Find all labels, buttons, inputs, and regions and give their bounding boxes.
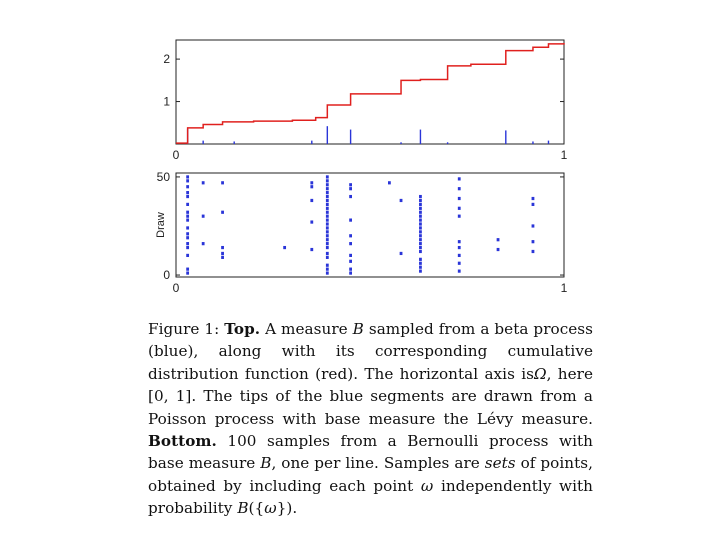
bottom-draw-point <box>186 232 189 235</box>
top-x-tick-label: 1 <box>560 148 568 162</box>
bottom-draw-point <box>497 248 500 251</box>
bottom-chart <box>140 165 580 295</box>
caption-measure-b: B <box>352 320 364 338</box>
bottom-draw-point <box>458 177 461 180</box>
bottom-y-axis-label: Draw <box>155 212 167 238</box>
bottom-draw-point <box>419 234 422 237</box>
bottom-draw-point <box>326 256 329 259</box>
bottom-draw-point <box>532 240 535 243</box>
bottom-draw-point <box>419 222 422 225</box>
bottom-draw-point <box>186 175 189 178</box>
bottom-draw-point <box>326 207 329 210</box>
bottom-draw-point <box>419 258 422 261</box>
bottom-draw-point <box>202 181 205 184</box>
bottom-draw-point <box>310 220 313 223</box>
bottom-draw-point <box>458 215 461 218</box>
bottom-draw-point <box>458 270 461 273</box>
bottom-draw-point <box>532 250 535 253</box>
bottom-draw-point <box>497 238 500 241</box>
bottom-draw-point <box>458 197 461 200</box>
caption-part1: A measure <box>265 320 348 338</box>
bottom-draw-point <box>310 199 313 202</box>
caption-part6: of points, obtained by including each point <box>148 454 593 495</box>
bottom-draw-point <box>349 234 352 237</box>
bottom-draw-point <box>326 187 329 190</box>
bottom-y-tick-label: 0 <box>163 268 170 283</box>
caption-part5: , one per line. Samples are <box>271 454 480 473</box>
caption-part8: ({ <box>248 499 265 518</box>
bottom-draw-point <box>349 271 352 274</box>
bottom-draw-point <box>419 195 422 198</box>
bottom-draw-point <box>186 218 189 221</box>
bottom-draw-point <box>326 238 329 241</box>
bottom-draw-point <box>419 230 422 233</box>
bottom-draw-point <box>326 195 329 198</box>
caption-measure-b-3: B <box>237 499 249 518</box>
bottom-draw-point <box>326 199 329 202</box>
bottom-draw-point <box>419 270 422 273</box>
caption-part4: 100 samples from a Bernoulli process with base measure <box>148 432 593 473</box>
bottom-draw-point <box>349 242 352 245</box>
bottom-draw-point <box>326 215 329 218</box>
bottom-draw-point <box>310 181 313 184</box>
bottom-draw-point <box>532 224 535 227</box>
bottom-draw-point <box>202 215 205 218</box>
bottom-draw-point <box>326 218 329 221</box>
bottom-draw-point <box>349 268 352 271</box>
bottom-draw-point <box>419 203 422 206</box>
bottom-draw-point <box>310 185 313 188</box>
bottom-draw-point <box>419 266 422 269</box>
bottom-draw-point <box>458 207 461 210</box>
caption-part3: , here [0, 1]. The tips of the blue segments are drawn from a Poisson process with base measure the Lévy measure. <box>148 364 593 428</box>
bottom-plot-frame <box>176 173 564 277</box>
bottom-draw-point <box>202 242 205 245</box>
bottom-draw-point <box>349 254 352 257</box>
top-chart <box>140 30 580 165</box>
bottom-draw-point <box>186 203 189 206</box>
top-y-tick-label: 2 <box>163 52 170 67</box>
bottom-draw-point <box>349 218 352 221</box>
caption-sets: sets <box>484 454 516 473</box>
bottom-draw-point <box>419 250 422 253</box>
bottom-draw-point <box>419 242 422 245</box>
bottom-draw-point <box>419 207 422 210</box>
bottom-draw-point <box>186 211 189 214</box>
bottom-draw-point <box>458 262 461 265</box>
bottom-draw-point <box>349 183 352 186</box>
bottom-draw-point <box>400 252 403 255</box>
bottom-draw-point <box>221 181 224 184</box>
bottom-draw-point <box>186 254 189 257</box>
bottom-draw-point <box>186 271 189 274</box>
bottom-draw-point <box>310 248 313 251</box>
bottom-draw-point <box>349 195 352 198</box>
caption-omega: ω <box>420 476 434 495</box>
bottom-draw-point <box>458 254 461 257</box>
bottom-draw-point <box>400 199 403 202</box>
caption-part9: }). <box>276 499 298 518</box>
bottom-draw-point <box>349 260 352 263</box>
bottom-y-tick-label: 50 <box>156 169 170 184</box>
bottom-draw-point <box>186 179 189 182</box>
bottom-draw-point <box>326 211 329 214</box>
bottom-draw-point <box>419 262 422 265</box>
bottom-draw-point <box>326 179 329 182</box>
bottom-draw-point <box>532 203 535 206</box>
bottom-draw-point <box>326 234 329 237</box>
caption-part2: sampled from a beta process (blue), along with its corresponding cumulative distribution function (red). The horizontal axis is <box>148 320 593 383</box>
bottom-draw-point <box>419 226 422 229</box>
bottom-draw-point <box>419 238 422 241</box>
top-x-tick-label: 0 <box>172 148 180 162</box>
caption-label: Figure 1: <box>148 320 220 338</box>
bottom-draw-point <box>186 246 189 249</box>
bottom-draw-point <box>186 236 189 239</box>
bottom-draw-point <box>221 246 224 249</box>
bottom-draw-point <box>221 252 224 255</box>
bottom-draw-point <box>283 246 286 249</box>
bottom-draw-point <box>326 230 329 233</box>
bottom-draw-point <box>419 246 422 249</box>
caption-measure-b-2: B <box>260 454 272 473</box>
bottom-draw-point <box>419 211 422 214</box>
bottom-draw-point <box>388 181 391 184</box>
bottom-draw-point <box>326 175 329 178</box>
bottom-draw-point <box>326 264 329 267</box>
bottom-draw-point <box>326 246 329 249</box>
bottom-draw-point <box>186 215 189 218</box>
bottom-draw-point <box>349 187 352 190</box>
bottom-x-tick-label: 0 <box>172 281 180 295</box>
bottom-draw-point <box>186 268 189 271</box>
bottom-draw-point <box>186 226 189 229</box>
bottom-draw-point <box>326 271 329 274</box>
caption-omega-cap: Ω <box>533 364 547 383</box>
bottom-draw-point <box>221 256 224 259</box>
bottom-draw-point <box>326 226 329 229</box>
bottom-draw-point <box>326 242 329 245</box>
bottom-draw-point <box>186 191 189 194</box>
bottom-draw-point <box>326 268 329 271</box>
bottom-draw-point <box>419 218 422 221</box>
top-y-tick-label: 1 <box>163 94 170 109</box>
bottom-draw-point <box>458 240 461 243</box>
bottom-draw-point <box>326 183 329 186</box>
bottom-draw-point <box>532 197 535 200</box>
bottom-draw-point <box>458 246 461 249</box>
bottom-draw-point <box>326 203 329 206</box>
bottom-draw-point <box>186 185 189 188</box>
bottom-draw-point <box>326 222 329 225</box>
caption-bottom-heading: Bottom. <box>148 432 217 451</box>
caption-top-heading: Top. <box>224 320 261 338</box>
figure-caption <box>148 318 593 520</box>
bottom-draw-point <box>186 195 189 198</box>
caption-omega-2: ω <box>264 499 277 518</box>
bottom-draw-point <box>458 187 461 190</box>
bottom-x-tick-label: 1 <box>560 281 568 295</box>
bottom-draw-point <box>419 215 422 218</box>
caption-part7: independently with probability <box>148 476 593 518</box>
bottom-draw-point <box>186 242 189 245</box>
bottom-draw-point <box>419 199 422 202</box>
bottom-draw-point <box>221 211 224 214</box>
bottom-draw-point <box>326 252 329 255</box>
bottom-draw-point <box>326 191 329 194</box>
